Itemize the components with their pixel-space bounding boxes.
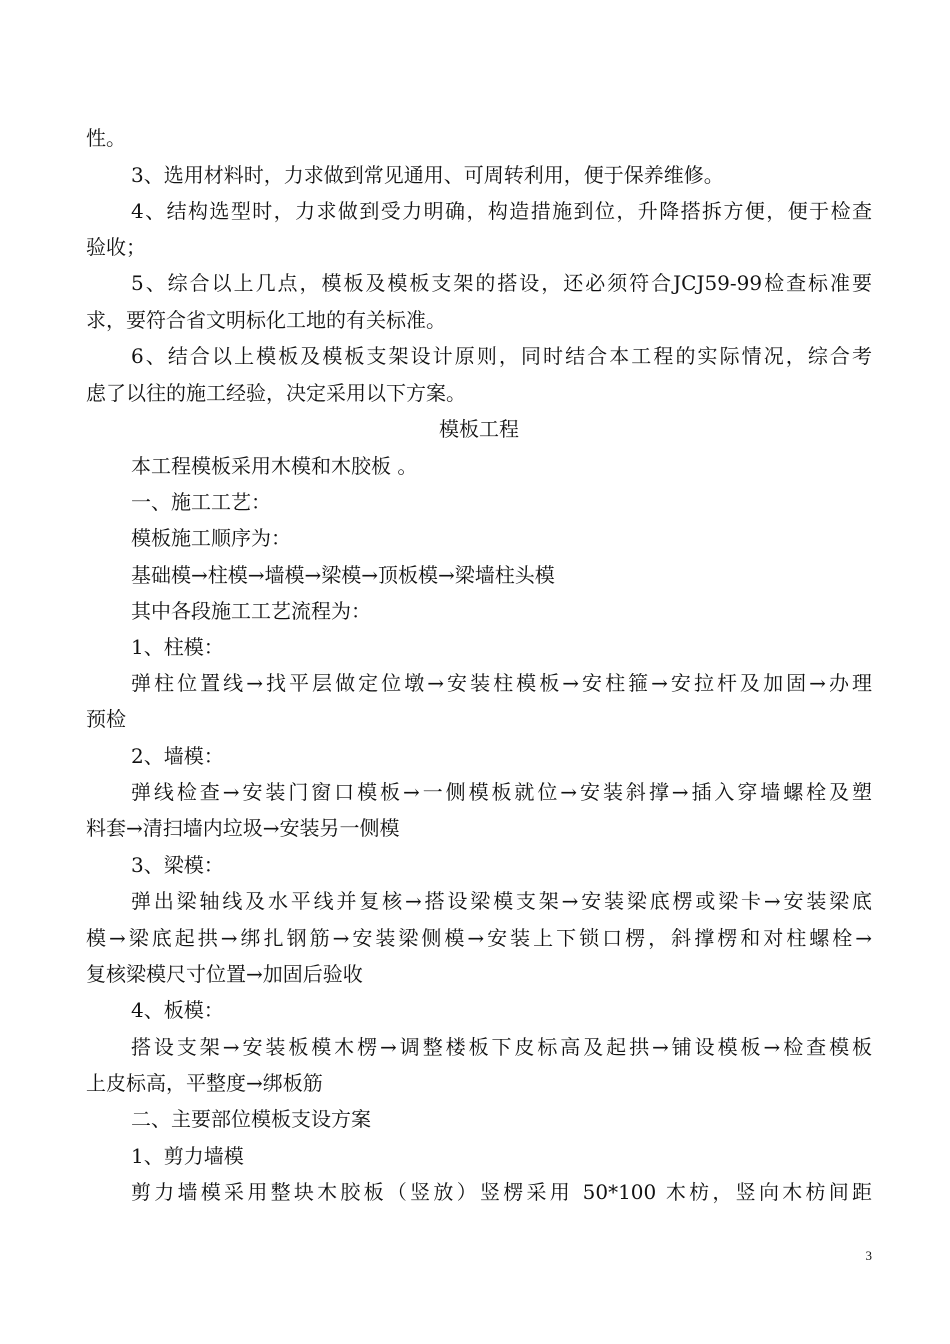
text-line: 验收； [86, 235, 146, 259]
text-line: 1、柱模： [131, 635, 224, 659]
text-line: 搭设支架→安装板模木楞→调整楼板下皮标高及起拱→铺设模板→检查模板 [131, 1035, 872, 1059]
text-line: 5、综合以上几点，模板及模板支架的搭设，还必须符合JCJ59-99检查标准要 [131, 271, 872, 295]
text-line: 2、墙模： [131, 744, 224, 768]
text-line: 其中各段施工工艺流程为： [131, 599, 371, 623]
text-line: 4、结构选型时，力求做到受力明确，构造措施到位，升降搭拆方便，便于检查 [131, 199, 872, 223]
section-heading: 模板工程 [439, 417, 519, 441]
text-line: 求，要符合省文明标化工地的有关标准。 [86, 308, 446, 332]
text-line: 6、结合以上模板及模板支架设计原则，同时结合本工程的实际情况，综合考 [131, 344, 872, 368]
text-line: 二、主要部位模板支设方案 [131, 1107, 371, 1131]
text-line: 预检 [86, 707, 126, 731]
text-line: 复核梁模尺寸位置→加固后验收 [86, 962, 363, 986]
text-line: 基础模→柱模→墙模→梁模→顶板模→梁墙柱头模 [131, 563, 555, 587]
text-line: 1、剪力墙模 [131, 1144, 244, 1168]
text-line: 虑了以往的施工经验，决定采用以下方案。 [86, 381, 466, 405]
text-line: 3、梁模： [131, 853, 224, 877]
text-line: 模→梁底起拱→绑扎钢筋→安装梁侧模→安装上下锁口楞，斜撑楞和对柱螺栓→ [86, 926, 872, 950]
text-line: 弹出梁轴线及水平线并复核→搭设梁模支架→安装梁底楞或梁卡→安装梁底 [131, 889, 872, 913]
text-line: 弹线检查→安装门窗口模板→一侧模板就位→安装斜撑→插入穿墙螺栓及塑 [131, 780, 872, 804]
text-line: 上皮标高，平整度→绑板筋 [86, 1071, 323, 1095]
text-line: 本工程模板采用木模和木胶板 。 [131, 454, 418, 478]
text-line: 模板施工顺序为： [131, 526, 291, 550]
text-line: 一、施工工艺： [131, 490, 271, 514]
text-line: 4、板模： [131, 998, 224, 1022]
text-line: 剪力墙模采用整块木胶板（竖放）竖楞采用 50*100 木枋，竖向木枋间距 [131, 1180, 872, 1204]
text-line: 弹柱位置线→找平层做定位墩→安装柱模板→安柱箍→安拉杆及加固→办理 [131, 671, 872, 695]
text-line: 料套→清扫墙内垃圾→安装另一侧模 [86, 816, 400, 840]
text-line: 性。 [86, 126, 126, 150]
page-number: 3 [865, 1248, 872, 1263]
text-line: 3、选用材料时，力求做到常见通用、可周转利用，便于保养维修。 [131, 163, 724, 187]
